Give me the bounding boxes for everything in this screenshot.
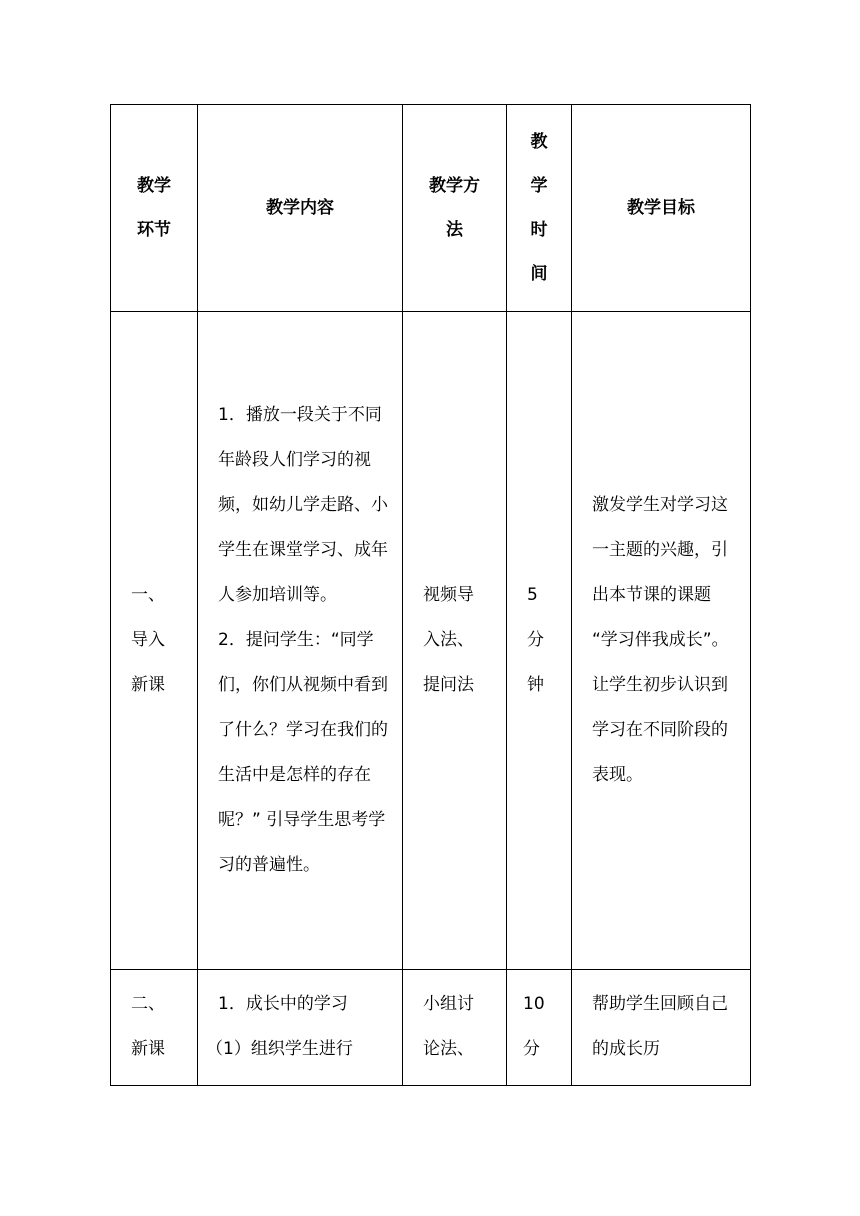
content-text: 1．播放一段关于不同年龄段人们学习的视频，如幼儿学走路、小学生在课堂学习、成年人参加培训等。 2．提问学生：“同学们，你们从视频中看到了什么？学习在我们的生活中是怎样的存在呢？” 引导学生思考学习的普遍性。 (218, 405, 388, 875)
header-stage (111, 105, 198, 312)
header-goal (572, 105, 751, 312)
header-content-label: 教学内容 (266, 198, 334, 218)
header-method (403, 105, 507, 312)
method-text: 视频导 入法、 提问法 (423, 585, 474, 695)
table-row (111, 312, 751, 970)
lesson-plan-table (110, 104, 751, 1086)
content-text-line: （1）组织学生进行 (206, 1039, 353, 1059)
stage-text: 二、 新课 (131, 994, 165, 1059)
table-row (111, 970, 751, 1086)
header-time (507, 105, 572, 312)
goal-cell (572, 970, 751, 1086)
time-cell (507, 970, 572, 1086)
content-cell (198, 970, 403, 1086)
time-cell (507, 312, 572, 970)
goal-text: 帮助学生回顾自己的成长历 (592, 994, 728, 1059)
header-stage-label: 教学 环节 (137, 176, 171, 240)
method-cell (403, 312, 507, 970)
stage-text: 一、 导入 新课 (131, 585, 165, 695)
header-goal-label: 教学目标 (627, 198, 695, 218)
method-cell (403, 970, 507, 1086)
content-text-line: 1．成长中的学习 (218, 994, 348, 1014)
goal-cell (572, 312, 751, 970)
method-text: 小组讨 论法、 (423, 994, 474, 1059)
goal-text: 激发学生对学习这一主题的兴趣，引出本节课的课题 “学习伴我成长”。让学生初步认识到学习在不同阶段的表现。 (592, 495, 729, 785)
stage-cell (111, 970, 198, 1086)
header-method-label: 教学方 法 (429, 176, 480, 240)
content-cell (198, 312, 403, 970)
time-text: 5 分 钟 (527, 585, 544, 695)
header-time-label: 教学时间 (530, 132, 548, 284)
time-text: 10 分 (523, 994, 545, 1059)
header-row (111, 105, 751, 312)
stage-cell (111, 312, 198, 970)
header-content (198, 105, 403, 312)
